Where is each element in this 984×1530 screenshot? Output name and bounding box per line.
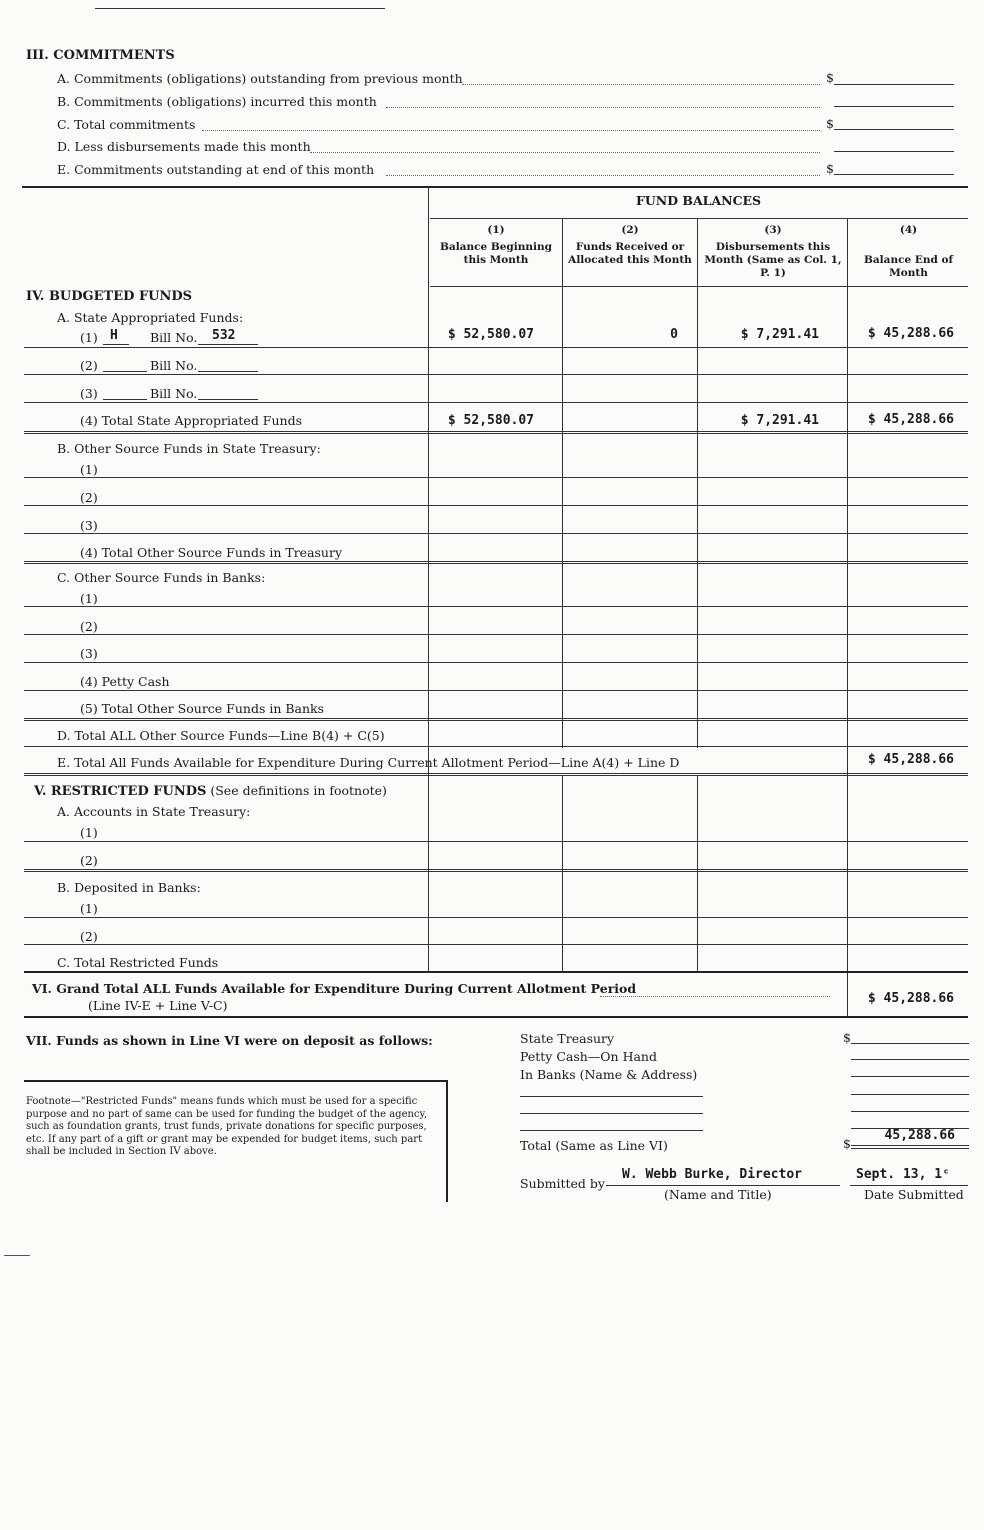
commitments-a-label: A. Commitments (obligations) outstanding from previous month <box>57 71 463 86</box>
dollar-sign: $ <box>826 161 834 176</box>
row-label: (4) Petty Cash <box>80 674 170 689</box>
row-rule <box>24 690 968 691</box>
leader-dots <box>386 107 820 108</box>
a1-col2: 0 <box>670 327 678 342</box>
bill-letter-line <box>103 344 129 345</box>
commitments-c-field[interactable] <box>834 129 954 130</box>
submitted-by-label: Submitted by <box>520 1176 605 1191</box>
restricted-treasury-heading: A. Accounts in State Treasury: <box>57 804 251 819</box>
grand-total-value: $ 45,288.66 <box>867 991 954 1006</box>
restricted-heading: V. RESTRICTED FUNDS <box>34 784 207 799</box>
table-top-rule <box>22 186 968 188</box>
bill-number: 532 <box>212 328 236 343</box>
row-label: (2) <box>80 929 98 944</box>
grand-total-label: VI. Grand Total ALL Funds Available for Expenditure During Current Allotment Period <box>32 981 637 996</box>
row-rule <box>24 402 968 403</box>
bill-letter-line[interactable] <box>103 371 147 372</box>
fund-balances-heading: FUND BALANCES <box>636 193 762 208</box>
col4-header: (4) Balance End of Month <box>864 224 953 279</box>
bill-letter-line[interactable] <box>103 399 147 400</box>
date-submitted-value: Sept. 13, 1ᶜ <box>856 1167 950 1182</box>
bank-field-1[interactable] <box>851 1076 969 1077</box>
total-restricted-label: C. Total Restricted Funds <box>57 955 219 970</box>
submitter-name: W. Webb Burke, Director <box>622 1167 803 1182</box>
date-caption: Date Submitted <box>864 1187 964 1202</box>
commitments-heading: III. COMMITMENTS <box>26 48 175 63</box>
row-rule <box>24 561 968 562</box>
header-divider <box>430 218 968 219</box>
row-label: (2) <box>80 490 98 505</box>
bill-label: Bill No. <box>150 330 198 345</box>
a1-col3: $ 7,291.41 <box>740 327 819 342</box>
deposit-total-line <box>851 1145 969 1146</box>
petty-cash-label: Petty Cash—On Hand <box>520 1049 657 1064</box>
col2-header: (2) Funds Received or Allocated this Month <box>568 224 692 266</box>
row-rule <box>24 773 968 774</box>
restricted-banks-heading: B. Deposited in Banks: <box>57 880 201 895</box>
footnote-box-top <box>24 1080 448 1082</box>
bank-name-line-2[interactable] <box>520 1113 703 1114</box>
row-label: (4) Total State Appropriated Funds <box>80 413 302 428</box>
row-rule <box>24 477 968 478</box>
row-label: (3) <box>80 646 98 661</box>
row-label: (1) <box>80 901 98 916</box>
bill-number-line[interactable] <box>198 344 258 345</box>
row-rule <box>24 505 968 506</box>
row-rule <box>24 944 968 945</box>
edge-mark <box>4 1255 30 1256</box>
footnote: Footnote—"Restricted Funds" means funds which must be used for a specific purpose and no part of same can be used for funding the budget of the agency, such as foundation grants, trust funds, private donations for specific purposes, etc. If any part of a gift or grant may be expended for budget items, such part shall be included in Section IV above. <box>26 1096 428 1157</box>
submitter-line[interactable] <box>606 1185 840 1186</box>
deposit-total-value: 45,288.66 <box>884 1128 955 1143</box>
commitments-c-label: C. Total commitments <box>57 117 196 132</box>
bill-number-line[interactable] <box>198 371 258 372</box>
row-rule <box>24 347 968 348</box>
column-rule <box>428 186 429 972</box>
row-label: (2) <box>80 358 98 373</box>
total-available-value: $ 45,288.66 <box>867 752 954 767</box>
deposit-total-label: Total (Same as Line VI) <box>520 1138 668 1153</box>
other-source-treasury-heading: B. Other Source Funds in State Treasury: <box>57 441 321 456</box>
top-edge-line <box>95 8 385 9</box>
commitments-a-field[interactable] <box>834 84 954 85</box>
column-rule <box>847 218 848 972</box>
bill-label: Bill No. <box>150 358 198 373</box>
row-rule <box>24 720 968 721</box>
commitments-b-label: B. Commitments (obligations) incurred this month <box>57 94 377 109</box>
bank-name-line-1[interactable] <box>520 1096 703 1097</box>
name-caption: (Name and Title) <box>664 1187 772 1202</box>
state-treasury-label: State Treasury <box>520 1031 615 1046</box>
dollar-sign: $ <box>826 116 834 131</box>
bank-field-3[interactable] <box>851 1111 969 1112</box>
petty-cash-field[interactable] <box>851 1059 969 1060</box>
row-rule <box>24 431 968 432</box>
row-rule <box>24 606 968 607</box>
bank-name-line-3[interactable] <box>520 1130 703 1131</box>
grand-total-sub: (Line IV-E + Line V-C) <box>88 998 228 1013</box>
a1-col4: $ 45,288.66 <box>867 326 954 341</box>
dollar-sign: $ <box>843 1136 851 1151</box>
column-rule <box>697 775 698 972</box>
col1-header: (1) Balance Beginning this Month <box>440 224 552 266</box>
footnote-box-right <box>446 1080 448 1202</box>
leader-dots <box>386 175 820 176</box>
restricted-heading-row <box>34 783 387 799</box>
row-label: (1) <box>80 462 98 477</box>
in-banks-label: In Banks (Name & Address) <box>520 1067 698 1082</box>
dollar-sign: $ <box>843 1030 851 1045</box>
row-label: (1) <box>80 330 98 345</box>
state-treasury-field[interactable] <box>851 1043 969 1044</box>
row-rule <box>24 533 968 534</box>
state-appropriated-heading: A. State Appropriated Funds: <box>57 310 244 325</box>
leader-dots <box>310 152 820 153</box>
row-rule <box>24 563 968 564</box>
total-available-label: E. Total All Funds Available for Expenditure During Current Allotment Period—Line A(4) + Line D <box>57 755 680 770</box>
row-rule <box>24 662 968 663</box>
leader-dots <box>600 996 830 997</box>
row-rule <box>24 433 968 434</box>
row-rule <box>24 841 968 842</box>
a4-col1: $ 52,580.07 <box>447 413 534 428</box>
row-rule <box>24 917 968 918</box>
deposit-heading: VII. Funds as shown in Line VI were on deposit as follows: <box>26 1033 433 1048</box>
row-label: (4) Total Other Source Funds in Treasury <box>80 545 343 560</box>
row-rule <box>24 1016 968 1018</box>
bill-letter: H <box>110 328 118 343</box>
row-label: (2) <box>80 619 98 634</box>
restricted-heading-note: (See definitions in footnote) <box>210 783 387 798</box>
row-label: (1) <box>80 825 98 840</box>
row-rule <box>24 718 968 719</box>
other-source-banks-heading: C. Other Source Funds in Banks: <box>57 570 266 585</box>
row-label: (1) <box>80 591 98 606</box>
row-rule <box>24 869 968 870</box>
column-rule <box>847 973 848 1017</box>
row-label: (2) <box>80 853 98 868</box>
commitments-b-field[interactable] <box>834 106 954 107</box>
leader-dots <box>462 84 820 85</box>
total-other-source-label: D. Total ALL Other Source Funds—Line B(4) + C(5) <box>57 728 385 743</box>
a4-col4: $ 45,288.66 <box>867 412 954 427</box>
bill-label: Bill No. <box>150 386 198 401</box>
col3-header: (3) Disbursements this Month (Same as Col. 1, P. 1) <box>704 224 842 279</box>
row-label: (3) <box>80 386 98 401</box>
row-rule <box>24 775 968 776</box>
commitments-e-label: E. Commitments outstanding at end of this month <box>57 162 375 177</box>
row-rule <box>24 746 968 747</box>
commitments-d-label: D. Less disbursements made this month <box>57 139 311 154</box>
leader-dots <box>202 130 820 131</box>
column-rule <box>697 218 698 748</box>
commitments-e-field[interactable] <box>834 174 954 175</box>
row-rule <box>24 374 968 375</box>
a4-col3: $ 7,291.41 <box>740 413 819 428</box>
a1-col1: $ 52,580.07 <box>447 327 534 342</box>
header-bottom-rule <box>430 286 968 287</box>
date-line[interactable] <box>850 1185 968 1186</box>
deposit-total-line <box>851 1148 969 1149</box>
bank-field-2[interactable] <box>851 1094 969 1095</box>
dollar-sign: $ <box>826 70 834 85</box>
bill-number-line[interactable] <box>198 399 258 400</box>
row-label: (3) <box>80 518 98 533</box>
row-label: (5) Total Other Source Funds in Banks <box>80 701 325 716</box>
row-rule <box>24 971 968 973</box>
commitments-d-field[interactable] <box>834 151 954 152</box>
row-rule <box>24 871 968 872</box>
column-rule <box>562 775 563 972</box>
row-rule <box>24 634 968 635</box>
budgeted-heading: IV. BUDGETED FUNDS <box>26 289 193 304</box>
column-rule <box>562 218 563 748</box>
